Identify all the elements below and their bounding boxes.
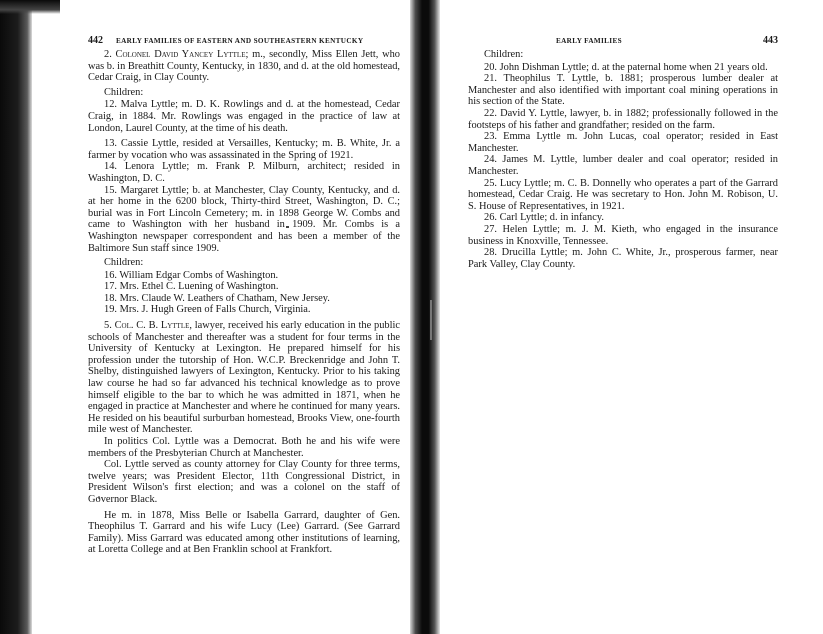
entry-20: 20. John Dishman Lyttle; d. at the paternal home when 21 years old. xyxy=(484,61,768,73)
running-head-left xyxy=(88,34,400,48)
children-label: Children: xyxy=(104,257,144,269)
entry-12: 12. Malva Lyttle; m. D. K. Rowlings and d. at the homestead, Cedar Craig, in 1884. Mr. Rowlings was engaged in the practice of law at London, Laurel County, at the time of his death. xyxy=(88,99,400,134)
running-head-right xyxy=(468,34,778,48)
page-number: 443 xyxy=(763,35,778,46)
list-item: 16. William Edgar Combs of Washington. xyxy=(104,269,279,281)
list-item: 17. Mrs. Ethel C. Luening of Washington. xyxy=(104,281,279,293)
page-number: 442 xyxy=(88,35,103,46)
children-list-15 xyxy=(88,270,400,316)
entry-number: 2. xyxy=(104,49,112,60)
paragraph-col-c-b-lyttle xyxy=(88,320,400,436)
children-label: Children: xyxy=(484,49,524,60)
page-442 xyxy=(88,34,400,556)
entry-26: 26. Carl Lyttle; d. in infancy. xyxy=(484,212,604,224)
entry-13: 13. Cassie Lyttle, resided at Versailles, Kentucky; m. B. White, Jr. a farmer by vocation who was assassinated in the Spring of 1921. xyxy=(88,138,400,161)
page-443 xyxy=(468,34,778,270)
right-page-text xyxy=(468,49,778,270)
gutter-artifact xyxy=(430,300,432,340)
book-gutter xyxy=(410,0,440,634)
paragraph-marriage: He m. in 1878, Miss Belle or Isabella Garrard, daughter of Gen. Theophilus T. Garrard and his wife Lucy (Lee) Garrard. (See Garrard Family). Miss Garrard was educated among other institutions of learning, at Loretta College and at Ben Franklin school at Frankfort. xyxy=(88,509,400,556)
entry-14: 14. Lenora Lyttle; m. Frank P. Milburn, architect; resided in Washington, D. C. xyxy=(88,161,400,184)
person-name: Colonel David Yancey Lyttle xyxy=(115,49,246,60)
entry-number: 5. xyxy=(104,320,112,332)
entry-21: 21. Theophilus T. Lyttle, b. 1881; prosperous lumber dealer at Manchester and also identified with important coal mining operations in his section of the State. xyxy=(468,73,778,108)
left-page-text xyxy=(88,49,400,556)
paragraph-politics: In politics Col. Lyttle was a Democrat. Both he and his wife were members of the Presbyterian Church at Manchester. xyxy=(88,436,400,459)
entry-24: 24. James M. Lyttle, lumber dealer and coal operator; resided in Manchester. xyxy=(468,154,778,177)
scan-shadow-left xyxy=(0,0,32,634)
entry-25: 25. Lucy Lyttle; m. C. B. Donnelly who operates a part of the Garrard homestead, Cedar Craig. He was secretary to Hon. John M. Robison, U. S. House of Representatives, in 1921. xyxy=(468,177,778,212)
entry-23: 23. Emma Lyttle m. John Lucas, coal operator; resided in East Manchester. xyxy=(468,131,778,154)
list-item: 19. Mrs. J. Hugh Green of Falls Church, Virginia. xyxy=(104,304,311,316)
entry-15: 15. Margaret Lyttle; b. at Manchester, Clay County, Kentucky, and d. at her home in the 6200 block, Thirty-third Street, Washington, D. C.; burial was in Fort Lincoln Cemetery; m. in 1898 George W. Combs and came to Washington with her husband in 1909. Mr. Combs is a Washington newspaper correspondent and has been a member of the Baltimore Sun staff since 1909. xyxy=(88,184,400,254)
running-head-title: EARLY FAMILIES OF EASTERN AND SOUTHEASTERN KENTUCKY xyxy=(116,37,364,45)
entry-text: ; m., secondly, Miss Ellen Jett, who was b. in Breathitt County, Kentucky, in 1830, and d. at the old homestead, Cedar Craig, in Clay County. xyxy=(88,49,400,84)
running-head-title: EARLY FAMILIES xyxy=(556,37,622,45)
entry-27: 27. Helen Lyttle; m. J. M. Kieth, who engaged in the insurance business in Knoxville, Tennessee. xyxy=(468,223,778,247)
entry-text: , lawyer, received his early education in the public schools of Manchester and thereafter was a student for four terms in the University of Kentucky at Lexington. He prepared himself for his profession under the tutorship of Hon. W.C.P. Breckenridge and John T. Shelby, distinguished lawyers of Lexington, Kentucky. Prior to his taking law course he had so far advanced his technical knowledge as to prove himself eligible to the bar to which he was admitted in 1871, when he engaged in practice at Manchester and where he continued for many years. He resided on his beautiful surburban homestead, Brooks View, one-fourth mile west of Manchester. xyxy=(88,320,400,436)
list-item: 18. Mrs. Claude W. Leathers of Chatham, New Jersey. xyxy=(104,292,330,304)
entry-22: 22. David Y. Lyttle, lawyer, b. in 1882; professionally followed in the footsteps of his father and grandfather; resided on the farm. xyxy=(468,107,778,131)
entry-28: 28. Drucilla Lyttle; m. John C. White, Jr., prosperous farmer, near Park Valley, Clay County. xyxy=(468,247,778,270)
person-name: Col. C. B. Lyttle xyxy=(114,320,190,332)
children-label: Children: xyxy=(104,86,144,98)
paragraph-service: Col. Lyttle served as county attorney for Clay County for three terms, twelve years; was President Elector, 11th Congressional District, in President Wilson's first election; and was a colonel on the staff of Governor Black. xyxy=(88,459,400,505)
paragraph-colonel-david-yancey-lyttle xyxy=(88,49,400,84)
scan-shadow-top xyxy=(0,0,60,14)
